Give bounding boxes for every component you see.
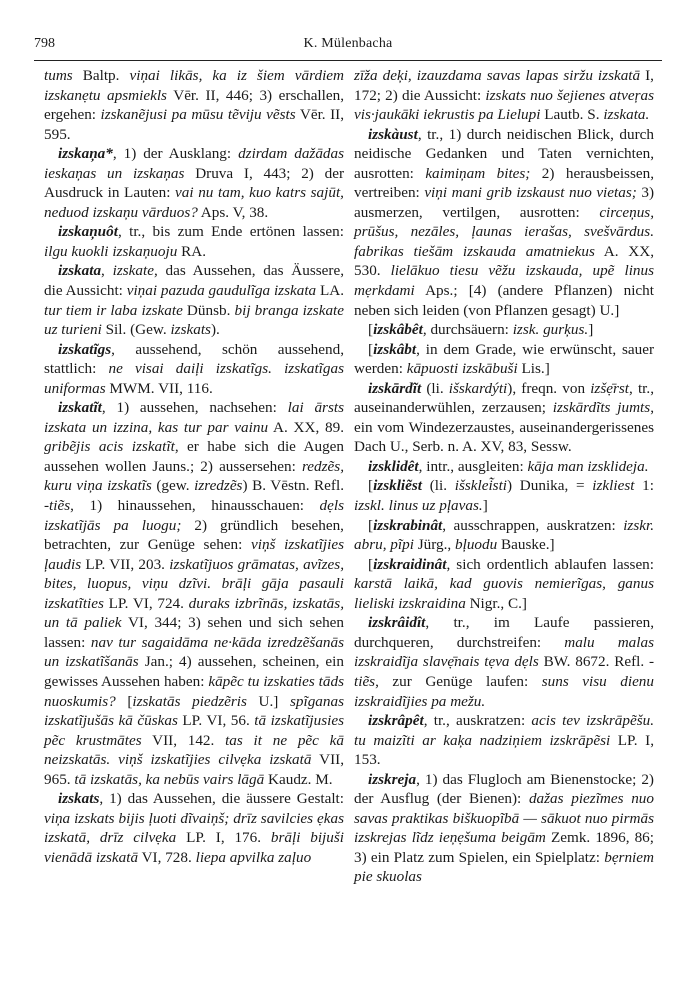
dictionary-entry: izskata, izskate, das Aussehen, das Äussere, die Aussicht: viņai pazuda gaudulĩga izskata LA. tur tiem ir laba izskate Dünsb. bij branga izskate uz turieni Sil. (Gew. izskats). — [44, 262, 345, 339]
dictionary-entry: izskatĩgs, aussehend, schön aussehend, stattlich: ne visai daiļi izskatĩgs. izskatĩgas uniformas MWM. VII, 116. — [44, 340, 344, 397]
dictionary-entry: [izskrabinât, ausschrappen, auskratzen: izskr. abru, pĩpi Jürg., bļuodu Bauske.] — [354, 516, 654, 554]
dictionary-entry: izskrâpêt, tr., auskratzen: acis tev izskrāpẽšu. tu maizĩti ar kaķa nadziņiem izskrāpẽsi LP. I, 153. — [354, 712, 654, 769]
dictionary-entry: [izskliẽst (li. išsklei̇̃sti) Dunika, = izkliest 1: izskl. linus uz pļavas.] — [354, 477, 654, 515]
header-rule — [34, 60, 662, 61]
dictionary-entry: zīža deķi, izauzdama savas lapas siržu izskatā I, 172; 2) die Aussicht: izskats nuo šejienes atveŗas vis·jaukāki iekrustis pa Lielupi Lautb. S. izskata. — [354, 67, 654, 124]
dictionary-entry: izskārdĩt (li. išskardýti), freqn. von izšẹ̄rst, tr., auseinanderwühlen, zerzausen; izskārdĩts jumts, ein vom Windezerzaustes, auseinandergerissenes Dach U., Serb. n. A. XV, 83, Sessw. — [354, 379, 654, 456]
left-column — [44, 66, 344, 867]
dictionary-entry: tums Baltp. viņai likās, ka iz šiem vārdiem izskanẹtu apsmiekls Vēr. II, 446; 3) erschallen, ergehen: izskanẽjusi pa mūsu tẽviju vẽsts Vēr. II, 595. — [44, 67, 345, 143]
running-head: K. Mülenbacha — [303, 36, 393, 51]
dictionary-entry: izskatĩt, 1) aussehen, nachsehen: lai ārsts izskata un izzina, kas tur par vainu A. XX, 89. gribẽjis acis izskatĩt, er habe sich die Augen aussehen wollen Jauns.; 2) aussersehen: redzẽs, kuru viņa izskatĩs (gew. izredzẽs) B. Vēstn. Refl. -tiẽs, 1) hinaussehen, hinausschauen: dẹls izskatĩjās pa luogu; 2) gründlich besehen, betrachten, zur Genüge sehen: viņš izskatĩjies ļaudis LP. VII, 203. izskatĩjuos grāmatas, avĩzes, bites, luopus, viņu dzĩvi. brāļi gāja pasauli izskatĩties LP. VI, 724. duraks izbrĩnās, izskatās, un tā paliek VI, 344; 3) sehen und sich sehen lassen: nav tur sagaidāma ne·kāda izredzẽšanās un izskatĩšanās Jan.; 4) aussehen, scheinen, ein gewisses Aussehen haben: kāpẽc tu izskaties tāds nuoskumis? [izskatās piedzẽris U.] spĩganas izskatĩjušās kā čūskas LP. VI, 56. tā izskatĩjusies pẽc krustmātes VII, 142. tas it ne pẽc kā neizskatās. viņš izskatĩjies cilvẹka izskatā VII, 965. tā izskatās, ka nebūs vairs lāgā Kaudz. M. — [44, 399, 345, 788]
dictionary-entry: izskrâidît, tr., im Laufe passieren, durchqueren, durchstreifen: malu malas izskraidĩja slavẹ̄nais tẹva dẹls BW. 8672. Refl. -tiẽs, zur Genüge laufen: suns visu dienu izskraidĩjies pa mežu. — [354, 614, 655, 710]
right-column — [354, 66, 654, 887]
dictionary-entry: izskats, 1) das Aussehen, die äussere Gestalt: viņa izskats bijis ļuoti dĩvaiņš; drīz savilcies ẹkas izskatā, drīz cilvẹka LP. I, 176. brāļi bijuši vienādā izskatā VI, 728. liepa apvilka zaļuo — [44, 790, 344, 866]
page-header — [34, 36, 662, 58]
dictionary-entry: izskaņuôt, tr., bis zum Ende ertönen lassen: ilgu kuokli izskaņuoju RA. — [44, 223, 344, 260]
dictionary-entry: izsklidêt, intr., ausgleiten: kāja man izsklideja. — [368, 457, 649, 475]
page-number: 798 — [34, 36, 55, 51]
dictionary-entry: [izskâbt, in dem Grade, wie erwünscht, sauer werden: kāpuosti izskābuši Lis.] — [354, 340, 654, 378]
dictionary-entry: izskàust, tr., 1) durch neidischen Blick, durch neidische Gedanken und Taten vernichten, ausrotten: kaimiņam bites; 2) herausbeissen, vertreiben: viņi mani grib izskaust nuo vietas; 3) ausmerzen, vertilgen, ausrotten: circeņus, prūšus, nezāles, ļaunas ierašas, svešvārdus. fabrikas tiešām izskauda amatniekus A. XX, 530. lielākuo tiesu vẽžu izskauda, upẽ linus mẹrkdami Aps.; [4) (andere Pflanzen) nicht neben sich leiden (von Pflanzen gesagt) U.] — [354, 125, 655, 319]
dictionary-entry: [izskraidinât, sich ordentlich ablaufen lassen: karstā laikā, kad guovis nemierĩgas, ganus lieliski izskraidina Nigr., C.] — [354, 555, 654, 612]
dictionary-entry: [izskâbêt, durchsäuern: izsk. gurķus.] — [368, 321, 594, 339]
dictionary-entry: izskreja, 1) das Flugloch am Bienenstocke; 2) der Ausflug (der Bienen): dažas piezĩmes nuo savas praktikas biškuopĩbā — sākuot nuo pirmās izskrejas lĩdz ieņẹšuma beigām Zemk. 1896, 86; 3) ein Platz zum Spielen, ein Spielplatz: bẹrniem pie skuolas — [354, 770, 654, 886]
dictionary-entry: izskaņa*, 1) der Ausklang: dzirdam dažādas ieskaņas un izskaņas Druva I, 443; 2) der Ausdruck in Lauten: vai nu tam, kuo katrs sajūt, neduod izskaņu vārduos? Aps. V, 38. — [44, 145, 345, 221]
